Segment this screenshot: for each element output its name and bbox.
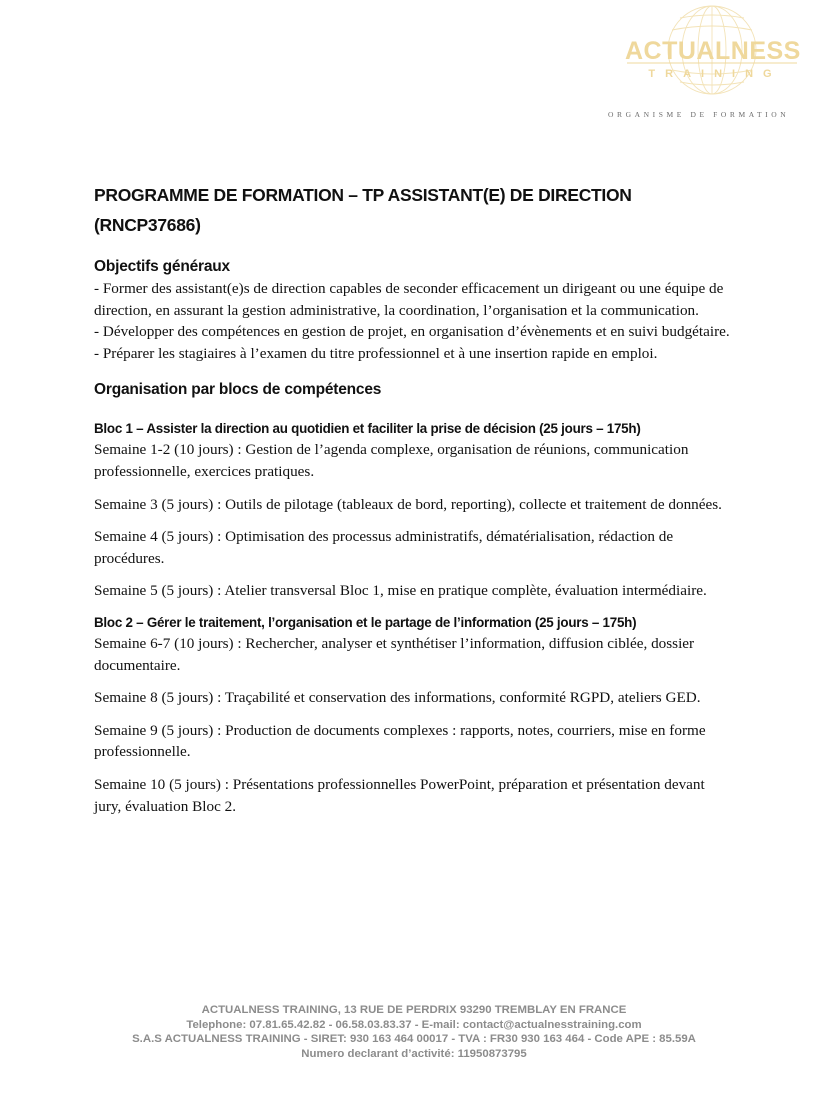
footer-contact: Telephone: 07.81.65.42.82 - 06.58.03.83.37 - E-mail: contact@actualnesstraining.com bbox=[186, 1018, 642, 1031]
logo-brand: ACTUALNESS bbox=[625, 37, 801, 65]
title-line-1: PROGRAMME DE FORMATION – TP ASSISTANT(E) DE DIRECTION bbox=[94, 185, 632, 205]
title-line-2: (RNCP37686) bbox=[94, 215, 201, 235]
footer-legal: S.A.S ACTUALNESS TRAINING - SIRET: 930 163 464 00017 - TVA : FR30 930 163 464 - Code APE : 85.59A bbox=[132, 1033, 696, 1045]
week-item: Semaine 1-2 (10 jours) : Gestion de l’agenda complexe, organisation de réunions, communication professionnelle, exercices pratiques. bbox=[94, 441, 689, 480]
logo-tagline: ORGANISME DE FORMATION bbox=[608, 110, 790, 119]
objective-item: - Préparer les stagiaires à l’examen du titre professionnel et à une insertion rapide en emploi. bbox=[94, 344, 658, 362]
week-item: Semaine 4 (5 jours) : Optimisation des processus administratifs, dématérialisation, rédaction de procédures. bbox=[94, 528, 674, 567]
company-logo bbox=[625, 4, 799, 96]
week-item: Semaine 8 (5 jours) : Traçabilité et conservation des informations, conformité RGPD, ateliers GED. bbox=[94, 689, 701, 707]
week-item: Semaine 5 (5 jours) : Atelier transversal Bloc 1, mise en pratique complète, évaluation intermédiaire. bbox=[94, 582, 707, 600]
bloc-2 bbox=[94, 612, 734, 817]
week-item: Semaine 6-7 (10 jours) : Rechercher, analyser et synthétiser l’information, diffusion ciblée, dossier documentaire. bbox=[94, 634, 695, 674]
document-body bbox=[94, 180, 734, 817]
week-item: Semaine 9 (5 jours) : Production de documents complexes : rapports, notes, courriers, mise en forme professionnelle. bbox=[94, 721, 706, 761]
bloc-title: Bloc 1 – Assister la direction au quotidien et faciliter la prise de décision (25 jours – 175h) bbox=[94, 421, 641, 437]
objective-item: - Former des assistant(e)s de direction capables de seconder efficacement un dirigeant ou une équipe de direction, en assurant la gestion administrative, la coordination, l’organisation et la communication. bbox=[94, 280, 724, 319]
objective-item: - Développer des compétences en gestion de projet, en organisation d’évènements et en suivi budgétaire. bbox=[94, 323, 730, 341]
footer-declarant: Numero declarant d’activité: 11950873795 bbox=[301, 1047, 527, 1060]
objectives-heading: Objectifs généraux bbox=[94, 258, 230, 275]
bloc-1 bbox=[94, 418, 734, 602]
logo-subtitle: TRAINING bbox=[648, 68, 782, 80]
page-title bbox=[94, 180, 734, 240]
page-footer bbox=[0, 1003, 828, 1061]
week-item: Semaine 10 (5 jours) : Présentations professionnelles PowerPoint, préparation et présentation devant jury, évaluation Bloc 2. bbox=[94, 775, 705, 815]
week-item: Semaine 3 (5 jours) : Outils de pilotage (tableaux de bord, reporting), collecte et traitement de données. bbox=[94, 495, 722, 513]
footer-address: ACTUALNESS TRAINING, 13 RUE DE PERDRIX 93290 TREMBLAY EN FRANCE bbox=[201, 1004, 627, 1016]
bloc-title: Bloc 2 – Gérer le traitement, l’organisation et le partage de l’information (25 jours – 175h) bbox=[94, 614, 637, 630]
objectives-list bbox=[94, 278, 734, 364]
organisation-heading: Organisation par blocs de compétences bbox=[94, 381, 382, 399]
